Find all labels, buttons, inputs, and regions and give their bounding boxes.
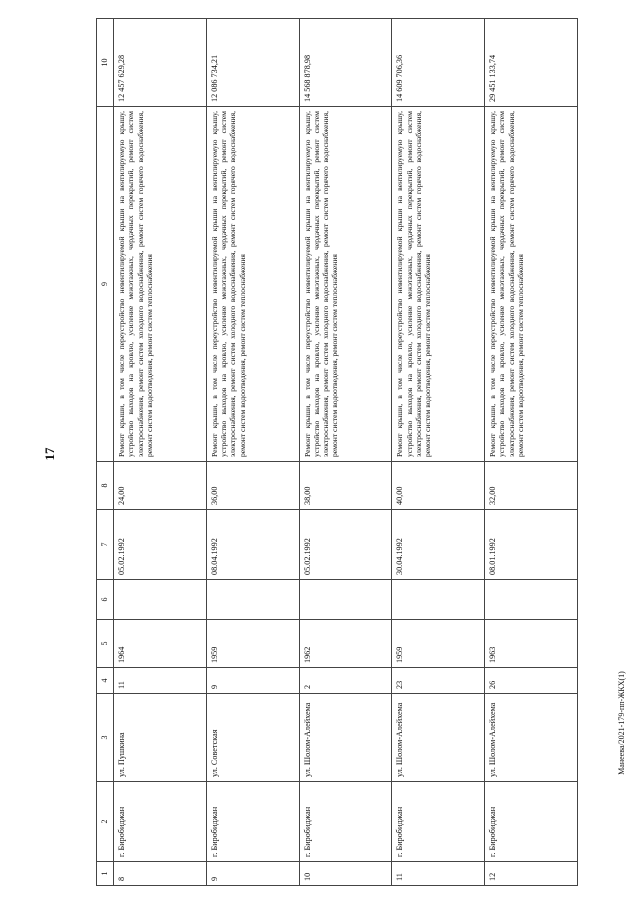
footer-reference bbox=[612, 671, 632, 775]
row-number: 11 bbox=[392, 861, 485, 885]
date-cell: 30.04.1992 bbox=[392, 509, 485, 579]
street-cell: ул. Шолом-Алейхема bbox=[299, 693, 392, 781]
table-container bbox=[96, 18, 578, 885]
cost-cell: 14 568 878,98 bbox=[299, 18, 392, 106]
column-6-cell bbox=[206, 579, 299, 619]
column-6-cell bbox=[392, 579, 485, 619]
column-number-7: 7 bbox=[97, 509, 114, 579]
row-number: 8 bbox=[114, 861, 207, 885]
house-number-cell: 9 bbox=[206, 667, 299, 693]
column-8-cell: 32,00 bbox=[485, 461, 578, 509]
house-number-cell: 11 bbox=[114, 667, 207, 693]
cost-cell: 14 609 706,36 bbox=[392, 18, 485, 106]
row-number: 12 bbox=[485, 861, 578, 885]
table-row bbox=[392, 18, 485, 885]
year-cell: 1959 bbox=[206, 619, 299, 667]
column-number-2: 2 bbox=[97, 781, 114, 861]
city-cell: г. Биробиджан bbox=[299, 781, 392, 861]
column-number-1: 1 bbox=[97, 861, 114, 885]
column-number-5: 5 bbox=[97, 619, 114, 667]
column-6-cell bbox=[485, 579, 578, 619]
column-number-4: 4 bbox=[97, 667, 114, 693]
row-number: 10 bbox=[299, 861, 392, 885]
column-8-cell: 40,00 bbox=[392, 461, 485, 509]
work-description-cell: Ремонт крыши, в том числе переустройство невентилируемой крыши на вентилируемую крышу, устройство выходов на кровлю, усиление межэтажных, чердачных перекрытий, ремонт систем электроснабжения, ремонт систем холодного водоснабжения, ремонт систем горячего водоснабжения, ремонт систем водоотведения, ремонт систем теплоснабжения bbox=[299, 106, 392, 461]
work-description-cell: Ремонт крыши, в том числе переустройство невентилируемой крыши на вентилируемую крышу, устройство выходов на кровлю, усиление межэтажных, чердачных перекрытий, ремонт систем электроснабжения, ремонт систем холодного водоснабжения, ремонт систем горячего водоснабжения, ремонт систем водоотведения, ремонт систем теплоснабжения bbox=[392, 106, 485, 461]
column-number-row bbox=[97, 18, 114, 885]
street-cell: ул. Пушкина bbox=[114, 693, 207, 781]
column-6-cell bbox=[114, 579, 207, 619]
house-number-cell: 26 bbox=[485, 667, 578, 693]
table-row bbox=[485, 18, 578, 885]
row-number: 9 bbox=[206, 861, 299, 885]
date-cell: 08.01.1992 bbox=[485, 509, 578, 579]
work-description-cell: Ремонт крыши, в том числе переустройство невентилируемой крыши на вентилируемую крышу, устройство выходов на кровлю, усиление межэтажных, чердачных перекрытий, ремонт систем электроснабжения, ремонт систем холодного водоснабжения, ремонт систем горячего водоснабжения, ремонт систем водоотведения, ремонт систем теплоснабжения bbox=[206, 106, 299, 461]
table-row bbox=[114, 18, 207, 885]
page-number: 17 bbox=[42, 447, 57, 461]
column-8-cell: 36,00 bbox=[206, 461, 299, 509]
street-cell: ул. Шолом-Алейхема bbox=[485, 693, 578, 781]
table-row bbox=[206, 18, 299, 885]
house-number-cell: 2 bbox=[299, 667, 392, 693]
house-number-cell: 23 bbox=[392, 667, 485, 693]
work-description-cell: Ремонт крыши, в том числе переустройство невентилируемой крыши на вентилируемую крышу, устройство выходов на кровлю, усиление межэтажных, чердачных перекрытий, ремонт систем электроснабжения, ремонт систем холодного водоснабжения, ремонт систем горячего водоснабжения, ремонт систем водоотведения, ремонт систем теплоснабжения bbox=[114, 106, 207, 461]
cost-cell: 12 086 734,21 bbox=[206, 18, 299, 106]
work-description-cell: Ремонт крыши, в том числе переустройство невентилируемой крыши на вентилируемую крышу, устройство выходов на кровлю, усиление межэтажных, чердачных перекрытий, ремонт систем электроснабжения, ремонт систем холодного водоснабжения, ремонт систем горячего водоснабжения, ремонт систем водоотведения, ремонт систем теплоснабжения bbox=[485, 106, 578, 461]
column-number-10: 10 bbox=[97, 18, 114, 106]
city-cell: г. Биробиджан bbox=[485, 781, 578, 861]
column-number-3: 3 bbox=[97, 693, 114, 781]
year-cell: 1962 bbox=[299, 619, 392, 667]
column-8-cell: 24,00 bbox=[114, 461, 207, 509]
year-cell: 1959 bbox=[392, 619, 485, 667]
date-cell: 05.02.1992 bbox=[299, 509, 392, 579]
column-number-6: 6 bbox=[97, 579, 114, 619]
footer-text: Манеева/2021-179-пп-ЖКХ(1) bbox=[617, 671, 626, 775]
column-number-9: 9 bbox=[97, 106, 114, 461]
city-cell: г. Биробиджан bbox=[114, 781, 207, 861]
cost-cell: 12 457 629,28 bbox=[114, 18, 207, 106]
buildings-table bbox=[96, 18, 578, 886]
city-cell: г. Биробиджан bbox=[206, 781, 299, 861]
table-row bbox=[299, 18, 392, 885]
date-cell: 05.02.1992 bbox=[114, 509, 207, 579]
year-cell: 1963 bbox=[485, 619, 578, 667]
street-cell: ул. Советская bbox=[206, 693, 299, 781]
column-6-cell bbox=[299, 579, 392, 619]
column-number-8: 8 bbox=[97, 461, 114, 509]
year-cell: 1964 bbox=[114, 619, 207, 667]
street-cell: ул. Шолом-Алейхема bbox=[392, 693, 485, 781]
city-cell: г. Биробиджан bbox=[392, 781, 485, 861]
column-8-cell: 38,00 bbox=[299, 461, 392, 509]
date-cell: 08.04.1992 bbox=[206, 509, 299, 579]
cost-cell: 29 451 133,74 bbox=[485, 18, 578, 106]
